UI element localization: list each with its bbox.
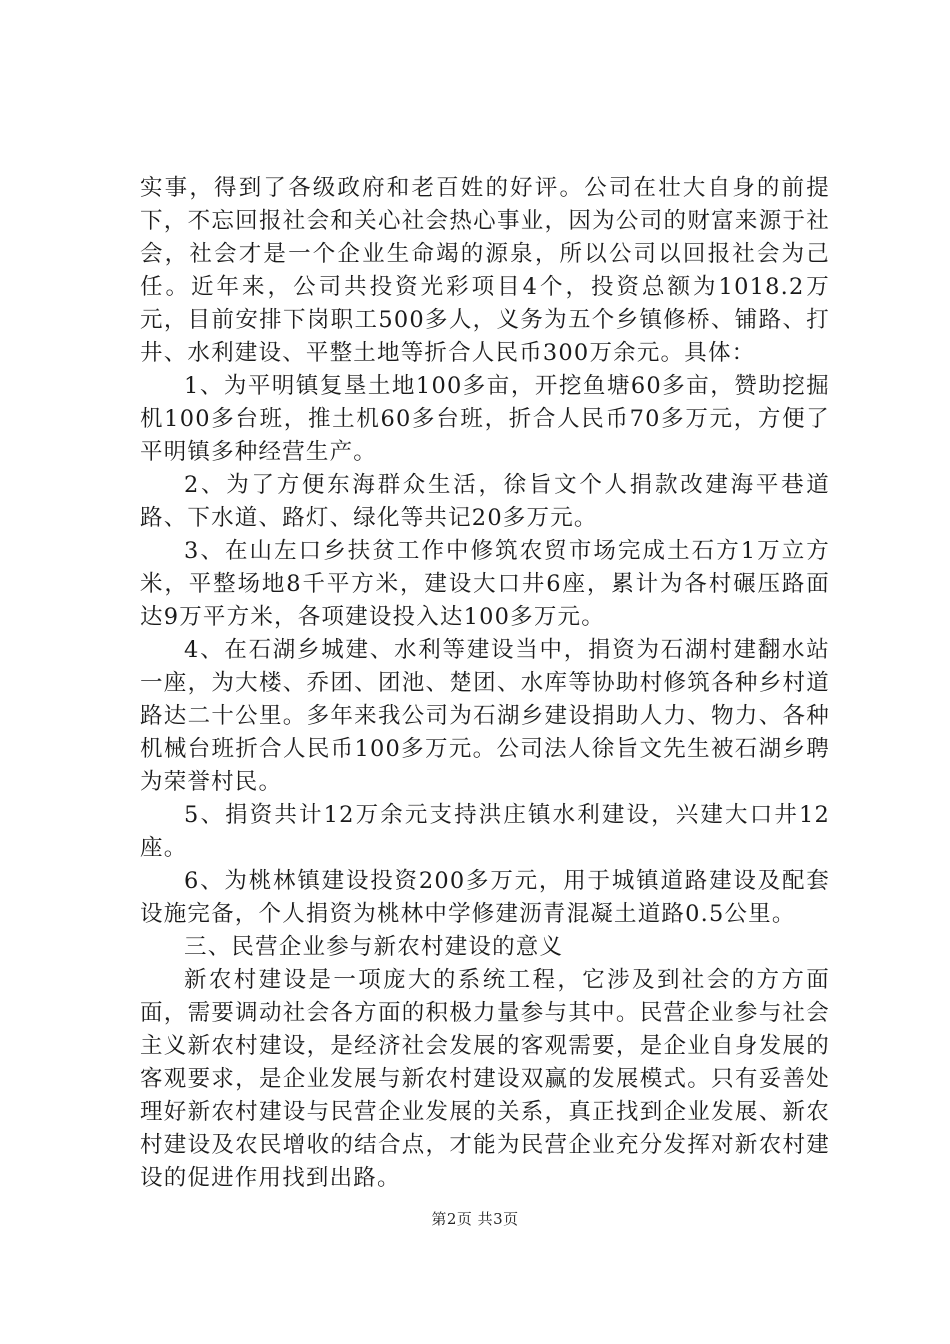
list-item-4: 4、在石湖乡城建、水利等建设当中，捐资为石湖村建翻水站一座，为大楼、乔团、团池、楚团、水库等协助村修筑各种乡村道路达二十公里。多年来我公司为石湖乡建设捐助人力、物力、各种机械台班折合人民币100多万元。公司法人徐旨文先生被石湖乡聘为荣誉村民。 (140, 637, 830, 795)
body-paragraph: 新农村建设是一项庞大的系统工程，它涉及到社会的方方面面，需要调动社会各方面的积极力量参与其中。民营企业参与社会主义新农村建设，是经济社会发展的客观需要，是企业自身发展的客观要求，是企业发展与新农村建设双赢的发展模式。只有妥善处理好新农村建设与民营企业发展的关系，真正找到企业发展、新农村建设及农民增收的结合点，才能为民营企业充分发挥对新农村建设的促进作用找到出路。 (140, 967, 830, 1191)
list-item-1: 1、为平明镇复垦土地100多亩，开挖鱼塘60多亩，赞助挖掘机100多台班，推土机60多台班，折合人民币70多万元，方便了平明镇多种经营生产。 (140, 373, 830, 465)
list-item-3: 3、在山左口乡扶贫工作中修筑农贸市场完成土石方1万立方米，平整场地8千平方米，建设大口井6座，累计为各村碾压路面达9万平方米，各项建设投入达100多万元。 (140, 538, 830, 630)
list-item-2: 2、为了方便东海群众生活，徐旨文个人捐款改建海平巷道路、下水道、路灯、绿化等共记20多万元。 (140, 472, 830, 531)
list-item-6: 6、为桃林镇建设投资200多万元，用于城镇道路建设及配套设施完备，个人捐资为桃林中学修建沥青混凝土道路0.5公里。 (140, 868, 830, 927)
list-item-5: 5、捐资共计12万余元支持洪庄镇水利建设，兴建大口井12座。 (140, 802, 830, 861)
section-heading: 三、民营企业参与新农村建设的意义 (184, 934, 564, 960)
body-paragraph: 实事，得到了各级政府和老百姓的好评。公司在壮大自身的前提下，不忘回报社会和关心社会热心事业，因为公司的财富来源于社会，社会才是一个企业生命竭的源泉，所以公司以回报社会为己任。近年来，公司共投资光彩项目4个，投资总额为1018.2万元，目前安排下岗职工500多人，义务为五个乡镇修桥、铺路、打井、水利建设、平整土地等折合人民币300万余元。具体： (140, 175, 830, 366)
page-number-footer: 第2页 共3页 (431, 1210, 519, 1228)
document-body (140, 172, 830, 1195)
